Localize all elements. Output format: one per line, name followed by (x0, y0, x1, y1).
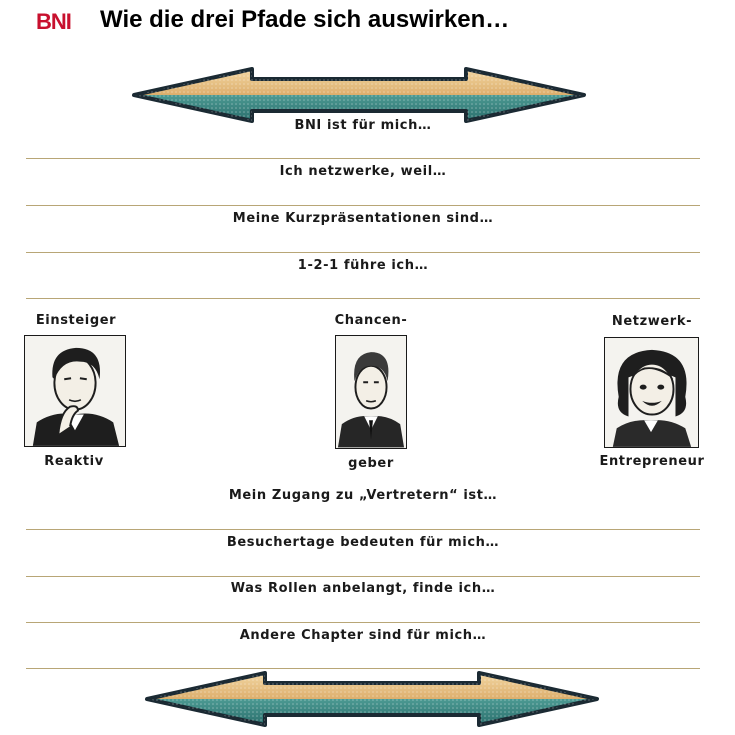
rule-line (26, 576, 700, 577)
path-label-top: Chancen- (334, 313, 408, 328)
path-label-bottom: Entrepreneur (599, 454, 705, 469)
rule-line (26, 529, 700, 530)
rule-line (26, 668, 700, 669)
question-why-network: Ich netzwerke, weil… (279, 164, 447, 179)
question-other-chapters: Andere Chapter sind für mich… (239, 628, 487, 643)
question-roles: Was Rollen anbelangt, finde ich… (230, 581, 496, 596)
question-bni-for-me: BNI ist für mich… (294, 118, 432, 133)
double-arrow-bottom-icon (143, 670, 601, 728)
page-title: Wie die drei Pfade sich auswirken… (100, 6, 510, 33)
double-arrow-top-icon (130, 66, 588, 124)
woman-smiling-portrait-icon (604, 337, 699, 448)
path-label-top: Einsteiger (35, 313, 117, 328)
man-suit-portrait-icon (335, 335, 407, 449)
rule-line (26, 158, 700, 159)
rule-line (26, 622, 700, 623)
path-label-top: Netzwerk- (611, 314, 693, 329)
path-label-bottom: Reaktiv (44, 454, 104, 469)
rule-line (26, 298, 700, 299)
rule-line (26, 205, 700, 206)
man-thinking-portrait-icon (24, 335, 126, 447)
question-visitor-days: Besuchertage bedeuten für mich… (226, 535, 500, 550)
rule-line (26, 252, 700, 253)
question-representatives: Mein Zugang zu „Vertretern“ ist… (228, 488, 498, 503)
path-label-bottom: geber (348, 456, 394, 471)
bni-logo: BNI (36, 9, 71, 34)
question-one-to-one: 1-2-1 führe ich… (297, 258, 429, 273)
question-presentations: Meine Kurzpräsentationen sind… (232, 211, 494, 226)
